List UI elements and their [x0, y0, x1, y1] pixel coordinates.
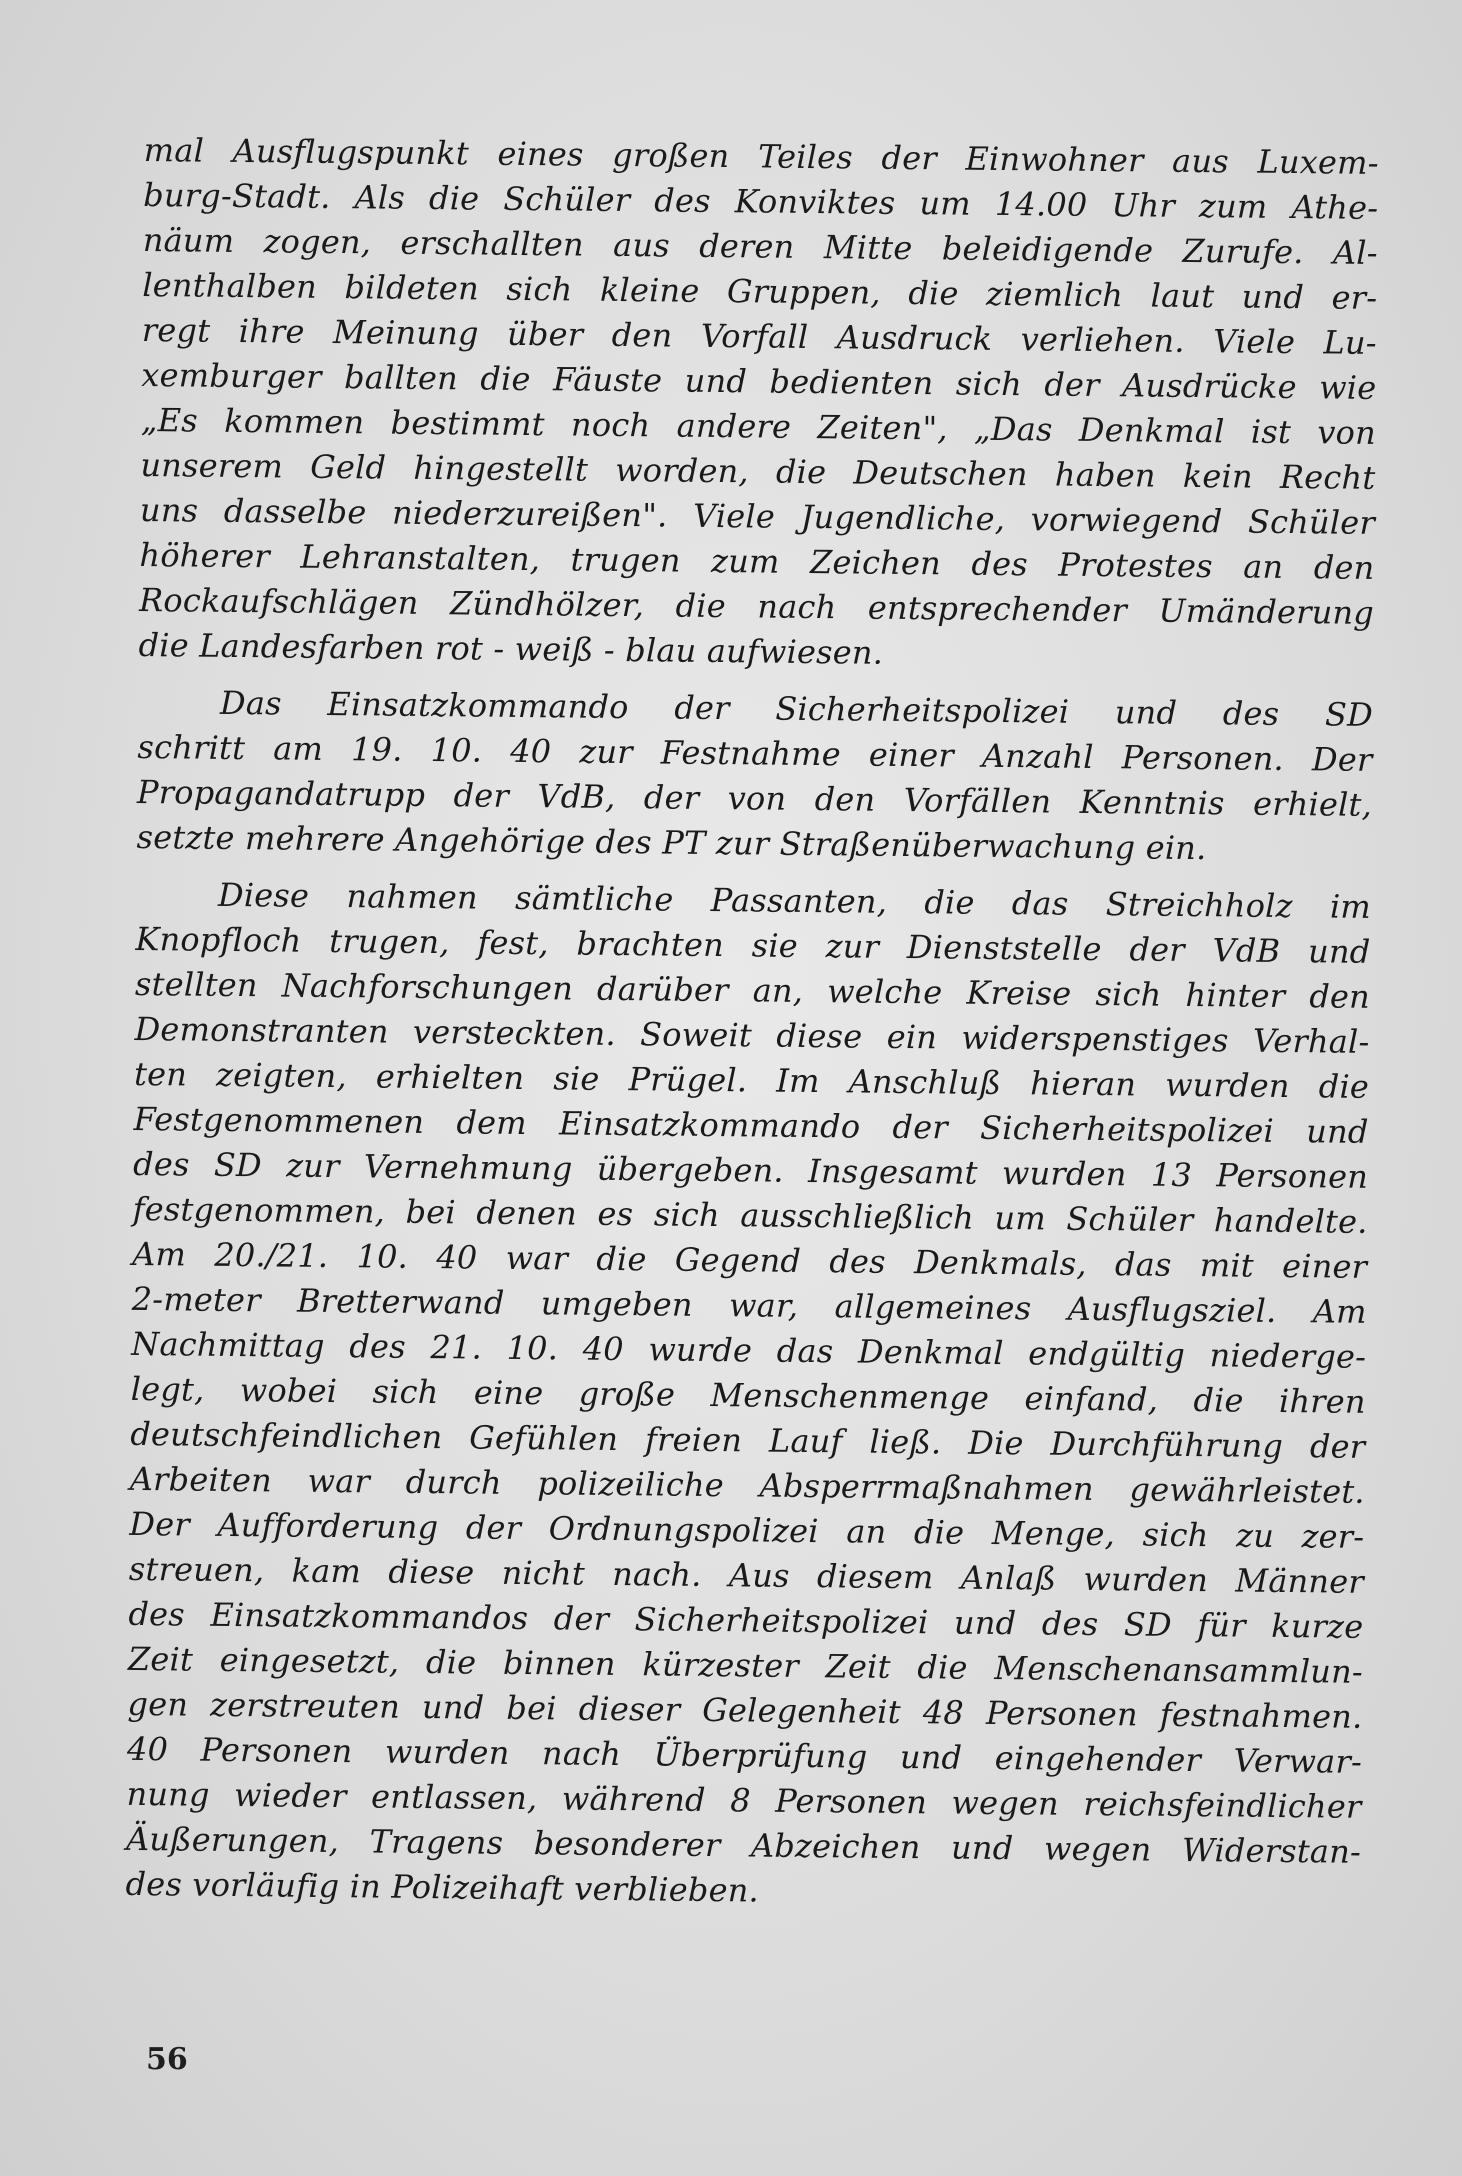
text-line: höherer Lehranstalten, trugen zum Zeichen des Protestes an den [139, 535, 1375, 587]
text-line: Am 20./21. 10. 40 war die Gegend des Denkmals, das mit einer [132, 1234, 1368, 1286]
text-line: lenthalben bildeten sich kleine Gruppen, die ziemlich laut und er- [142, 265, 1378, 317]
text-line: 40 Personen wurden nach Überprüfung und eingehender Verwar- [126, 1729, 1363, 1781]
text-line: Das Einsatzkommando der Sicherheitspolizei und des SD [219, 683, 1374, 734]
text-line: ten zeigten, erhielten sie Prügel. Im Anschluß hieran wurden die [133, 1054, 1370, 1106]
text-line: regt ihre Meinung über den Vorfall Ausdruck verliehen. Viele Lu- [141, 310, 1378, 362]
text-line: burg-Stadt. Als die Schüler des Konviktes um 14.00 Uhr zum Athe- [143, 175, 1379, 227]
paragraph-1 [138, 128, 1379, 681]
text-line: des SD zur Vernehmung übergeben. Insgesamt wurden 13 Personen [132, 1144, 1369, 1196]
text-line: unserem Geld hingestellt worden, die Deutschen haben kein Recht [140, 445, 1376, 497]
text-line: streuen, kam diese nicht nach. Aus diesem Anlaß wurden Männer [128, 1549, 1365, 1601]
text-line: schritt am 19. 10. 40 zur Festnahme einer Anzahl Personen. Der [137, 727, 1373, 779]
text-line: gen zerstreuten und bei dieser Gelegenheit 48 Personen festnahmen. [127, 1684, 1363, 1736]
text-line: festgenommen, bei denen es sich ausschließlich um Schüler handelte. [132, 1189, 1368, 1241]
text-line: mal Ausflugspunkt eines großen Teiles der Einwohner aus Luxem- [143, 130, 1379, 182]
text-line: Propagandatrupp der VdB, der von den Vorfällen Kenntnis erhielt, [136, 772, 1373, 824]
text-line: deutschfeindlichen Gefühlen freien Lauf ließ. Die Durchführung der [130, 1414, 1366, 1466]
text-line: legt, wobei sich eine große Menschenmenge einfand, die ihren [130, 1369, 1366, 1421]
text-line: Äußerungen, Tragens besonderer Abzeichen und wegen Widerstan- [125, 1819, 1362, 1871]
text-line: stellten Nachforschungen darüber an, welche Kreise sich hinter den [134, 964, 1371, 1016]
text-line: Knopfloch trugen, fest, brachten sie zur Dienststelle der VdB und [135, 919, 1371, 971]
text-line: die Landesfarben rot - weiß - blau aufwiesen. [138, 625, 884, 672]
body-text [125, 128, 1379, 1920]
text-line: Rockaufschlägen Zündhölzer, die nach entsprechender Umänderung [138, 580, 1375, 632]
text-line: uns dasselbe niederzureißen". Viele Jugendliche, vorwiegend Schüler [139, 490, 1376, 542]
text-line: des vorläufig in Polizeihaft verblieben. [125, 1864, 760, 1910]
text-line: Nachmittag des 21. 10. 40 wurde das Denkmal endgültig niederge- [131, 1324, 1367, 1376]
text-line: setzte mehrere Angehörige des PT zur Straßenüberwachung ein. [136, 817, 1207, 868]
text-line: nung wieder entlassen, während 8 Personen wegen reichsfeindlicher [126, 1774, 1362, 1826]
text-line: Demonstranten versteckten. Soweit diese ein widerspenstiges Verhal- [134, 1009, 1370, 1061]
paragraph-3 [125, 872, 1371, 1920]
text-line: Arbeiten war durch polizeiliche Absperrmaßnahmen gewährleistet. [129, 1459, 1365, 1511]
text-line: Festgenommenen dem Einsatzkommando der Sicherheitspolizei und [133, 1099, 1369, 1151]
text-line: 2-meter Bretterwand umgeben war, allgemeines Ausflugsziel. Am [131, 1279, 1367, 1331]
text-line: des Einsatzkommandos der Sicherheitspolizei und des SD für kurze [128, 1594, 1364, 1646]
text-line: Diese nahmen sämtliche Passanten, die das Streichholz im [217, 875, 1372, 926]
text-line: xemburger ballten die Fäuste und bedienten sich der Ausdrücke wie [141, 355, 1377, 407]
text-line: Der Aufforderung der Ordnungspolizei an die Menge, sich zu zer- [129, 1504, 1365, 1556]
text-line: Zeit eingesetzt, die binnen kürzester Zeit die Menschenansammlun- [127, 1639, 1364, 1691]
paragraph-2 [136, 680, 1373, 873]
text-line: „Es kommen bestimmt noch andere Zeiten", „Das Denkmal ist von [140, 400, 1377, 452]
page-number: 56 [146, 2042, 188, 2077]
text-line: näum zogen, erschallten aus deren Mitte beleidigende Zurufe. Al- [142, 220, 1378, 272]
